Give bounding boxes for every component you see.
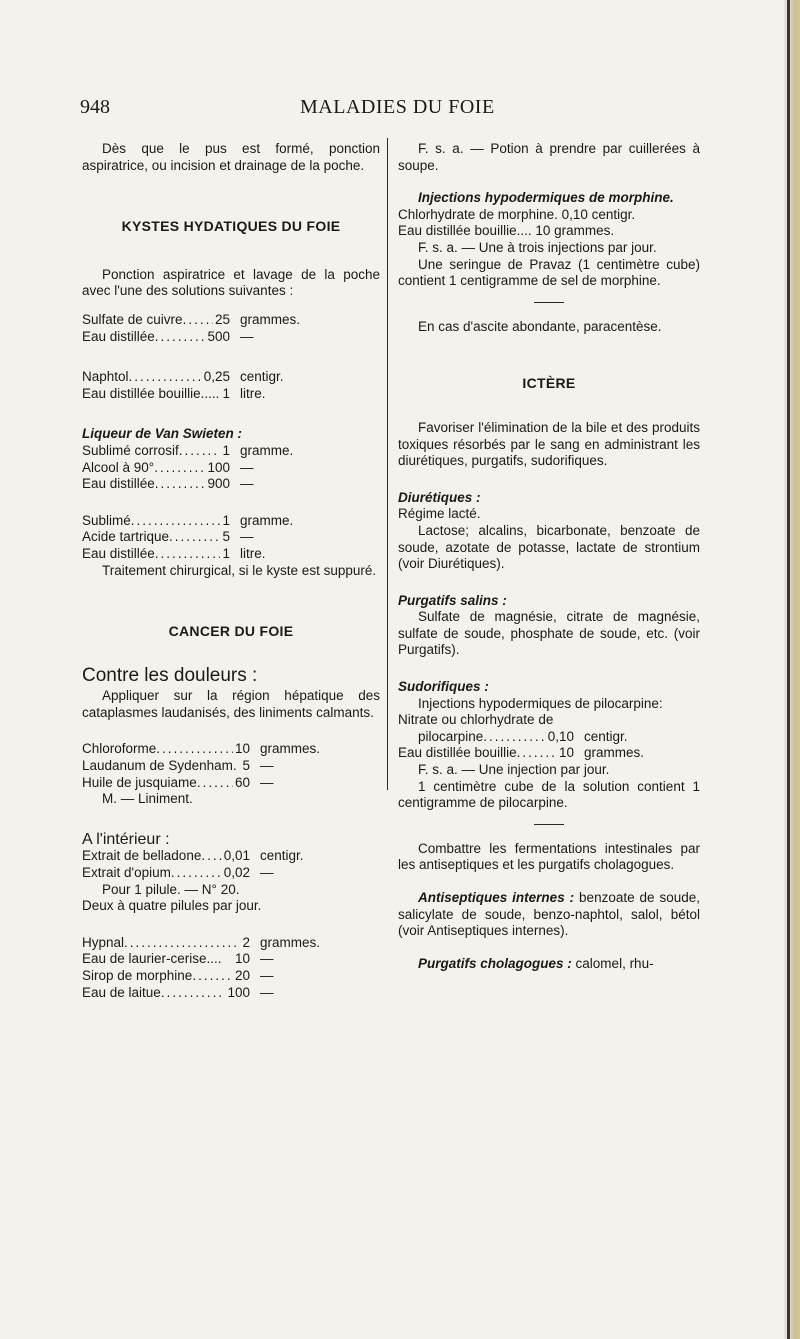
cholagogues-paragraph <box>398 956 700 973</box>
prescription-block <box>82 848 364 881</box>
antiseptiques-text: benzoate de soude, salicylate de soude, benzo-naphtol, salol, bétol (voir Antiseptiques internes). <box>398 890 700 939</box>
prescription-line: Chloroforme ..... 10 grammes. <box>82 741 364 758</box>
antiseptiques-title: Antiseptiques internes : <box>418 890 575 905</box>
cancer-subheading: Contre les douleurs : <box>82 664 258 686</box>
prescription-line: Eau de laurier-cerise.... 10 — <box>82 951 274 967</box>
intro-paragraph: Dès que le pus est formé, ponction aspiratrice, ou incision et drainage de la poche. <box>82 141 380 173</box>
treatment-paragraph: Traitement chirurgical, si le kyste est suppuré. <box>102 562 377 578</box>
fermentations-paragraph: Combattre les fermentations intestinales par les antiseptiques et les purgatifs cholagogues. <box>398 840 700 873</box>
running-title: MALADIES DU FOIE <box>300 96 495 118</box>
dosage-note: Deux à quatre pilules par jour. <box>82 898 262 914</box>
column-divider <box>387 138 388 790</box>
sudorifiques-line: Nitrate ou chlorhydrate de <box>398 712 554 728</box>
prescription-block <box>82 935 364 1001</box>
liniment-note: M. — Liniment. <box>102 791 193 807</box>
prescription-line: Sublimé corrosif ..... 1 gramme. <box>82 443 344 460</box>
purgatifs-title: Purgatifs salins : <box>398 592 507 608</box>
solution-paragraph: 1 centimètre cube de la solution contient 1 centigramme de pilocarpine. <box>398 778 700 811</box>
prescription-line: Eau distillée ..... 1 litre. <box>82 546 344 563</box>
sudorifiques-note: F. s. a. — Une injection par jour. <box>418 762 610 778</box>
prescription-line: Naphtol ..... 0,25 centigr. <box>82 369 344 386</box>
prescription-line: Alcool à 90° ..... 100 — <box>82 460 344 477</box>
prescription-line: Sirop de morphine ..... 20 — <box>82 968 364 985</box>
page-edge-shadow <box>787 0 790 1339</box>
diuretiques-line: Régime lacté. <box>398 506 481 522</box>
prescription-line: Sublimé ..... 1 gramme. <box>82 513 344 530</box>
prescription-line: Laudanum de Sydenham. 5 — <box>82 758 274 774</box>
cancer-paragraph: Appliquer sur la région hépatique des cataplasmes laudanisés, des liniments calmants. <box>82 688 380 720</box>
prescription-block <box>398 729 688 762</box>
sudorifiques-paragraph: Injections hypodermiques de pilocarpine: <box>418 695 663 711</box>
injection-line: Eau distillée bouillie.... 10 grammes. <box>398 223 615 239</box>
prescription-block <box>82 513 344 563</box>
prescription-line: Huile de jusquiame ..... 60 — <box>82 775 364 792</box>
prescription-line: Extrait de belladone ..... 0,01 centigr. <box>82 848 364 865</box>
section-heading-cancer: CANCER DU FOIE <box>168 623 294 640</box>
purgatifs-paragraph: Sulfate de magnésie, citrate de magnésie, sulfate de soude, phosphate de soude, etc. (voir Purgatifs). <box>398 609 700 658</box>
prescription-line: Eau distillée bouillie.... ..... 1 litre. <box>82 386 344 403</box>
interieur-heading: A l'intérieur : <box>82 830 170 848</box>
prescription-block <box>82 312 344 345</box>
pilule-note: Pour 1 pilule. — N° 20. <box>102 881 240 897</box>
antiseptiques-paragraph <box>398 890 700 940</box>
prescription-line: pilocarpine ..... 0,10 centigr. <box>398 729 688 746</box>
potion-paragraph: F. s. a. — Potion à prendre par cuillerées à soupe. <box>398 141 700 173</box>
prescription-line: Sulfate de cuivre ..... 25 grammes. <box>82 312 344 329</box>
kystes-paragraph: Ponction aspiratrice et lavage de la poche avec l'une des solutions suivantes : <box>82 266 380 299</box>
injections-title: Injections hypodermiques de morphine. <box>418 190 674 206</box>
prescription-line: Eau distillée bouillie ..... 10 grammes. <box>398 745 688 762</box>
right-column <box>398 141 700 972</box>
prescription-line: Acide tartrique ..... 5 — <box>82 529 344 546</box>
left-column <box>82 141 380 1001</box>
ascite-paragraph: En cas d'ascite abondante, paracentèse. <box>418 318 662 334</box>
page-number: 948 <box>80 96 110 118</box>
cholagogues-title: Purgatifs cholagogues : <box>418 955 572 971</box>
prescription-line: Eau distillée ..... 500 — <box>82 329 344 346</box>
prescription-line: Eau de laitue ..... 100 — <box>82 985 364 1002</box>
injection-line: Chlorhydrate de morphine. 0,10 centigr. <box>398 206 636 222</box>
diuretiques-paragraph: Lactose; alcalins, bicarbonate, benzoate de soude, azotate de potasse, lactate de strontium (voir Diurétiques). <box>398 522 700 572</box>
cholagogues-text: calomel, rhu- <box>575 955 654 971</box>
seringue-paragraph: Une seringue de Pravaz (1 centimètre cube) contient 1 centigramme de sel de morphine. <box>398 256 700 289</box>
prescription-line: Hypnal ..... 2 grammes. <box>82 935 364 952</box>
ictere-paragraph: Favoriser l'élimination de la bile et des produits toxiques résorbés par le sang en administrant les diurétiques, purgatifs, sudorifiques. <box>398 419 700 469</box>
injection-note: F. s. a. — Une à trois injections par jour. <box>418 239 657 255</box>
prescription-block <box>82 443 344 493</box>
prescription-line: Extrait d'opium ..... 0,02 — <box>82 865 364 882</box>
section-heading-ictere: ICTÈRE <box>522 375 576 392</box>
section-heading-kystes: KYSTES HYDATIQUES DU FOIE <box>121 218 341 235</box>
sudorifiques-title: Sudorifiques : <box>398 679 489 695</box>
running-header <box>80 96 770 122</box>
diuretiques-title: Diurétiques : <box>398 489 481 505</box>
van-swieten-title: Liqueur de Van Swieten : <box>82 426 243 442</box>
prescription-line: Eau distillée ..... 900 — <box>82 476 344 493</box>
prescription-block <box>82 741 364 791</box>
prescription-block <box>82 369 344 402</box>
